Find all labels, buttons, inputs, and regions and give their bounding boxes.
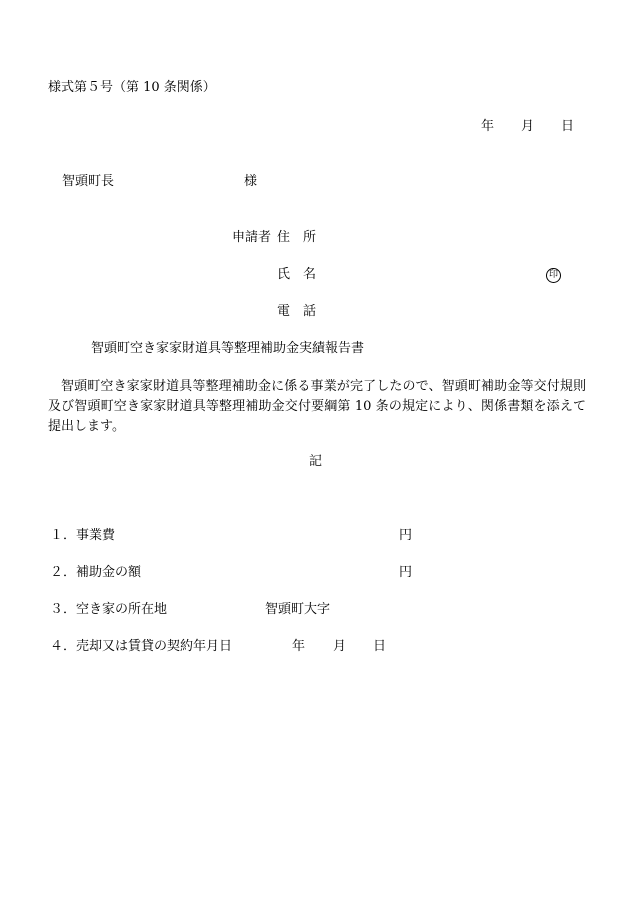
seal-mark <box>546 267 561 283</box>
phone-label: 電 話 <box>277 304 317 319</box>
date-month-label: 月 <box>521 119 535 134</box>
item-4-month-label: 月 <box>333 639 347 654</box>
item-4-year-label: 年 <box>292 639 306 654</box>
item-3-number: ３． <box>50 602 77 617</box>
item-4-label: 売却又は賃貸の契約年月日 <box>76 639 233 654</box>
body-paragraph: 智頭町空き家家財道具等整理補助金に係る事業が完了したので、智頭町補助金等交付規則及び智頭町空き家家財道具等整理補助金交付要綱第 10 条の規定により、関係書類を添えて提出します。 <box>48 379 586 434</box>
address-label: 住 所 <box>277 230 317 245</box>
name-label: 氏 名 <box>277 267 317 282</box>
addressee-honorific: 様 <box>244 174 258 189</box>
document-title: 智頭町空き家家財道具等整理補助金実績報告書 <box>91 341 365 356</box>
date-day-label: 日 <box>561 119 575 134</box>
applicant-role: 申請者 <box>232 230 272 245</box>
item-3-label: 空き家の所在地 <box>76 602 168 617</box>
addressee-name: 智頭町長 <box>62 174 115 189</box>
item-4-number: ４． <box>50 639 77 654</box>
item-2-number: ２． <box>50 565 77 580</box>
form-number: 様式第５号（第 10 条関係） <box>48 80 216 95</box>
item-2-label: 補助金の額 <box>76 565 142 580</box>
item-4-day-label: 日 <box>373 639 387 654</box>
ki-heading: 記 <box>309 454 323 469</box>
item-1-label: 事業費 <box>76 528 116 543</box>
item-2-unit: 円 <box>399 565 413 580</box>
item-3-value: 智頭町大字 <box>265 602 331 617</box>
date-year-label: 年 <box>481 119 495 134</box>
item-1-number: １． <box>50 528 77 543</box>
seal-icon: 印 <box>546 268 561 283</box>
item-1-unit: 円 <box>399 528 413 543</box>
